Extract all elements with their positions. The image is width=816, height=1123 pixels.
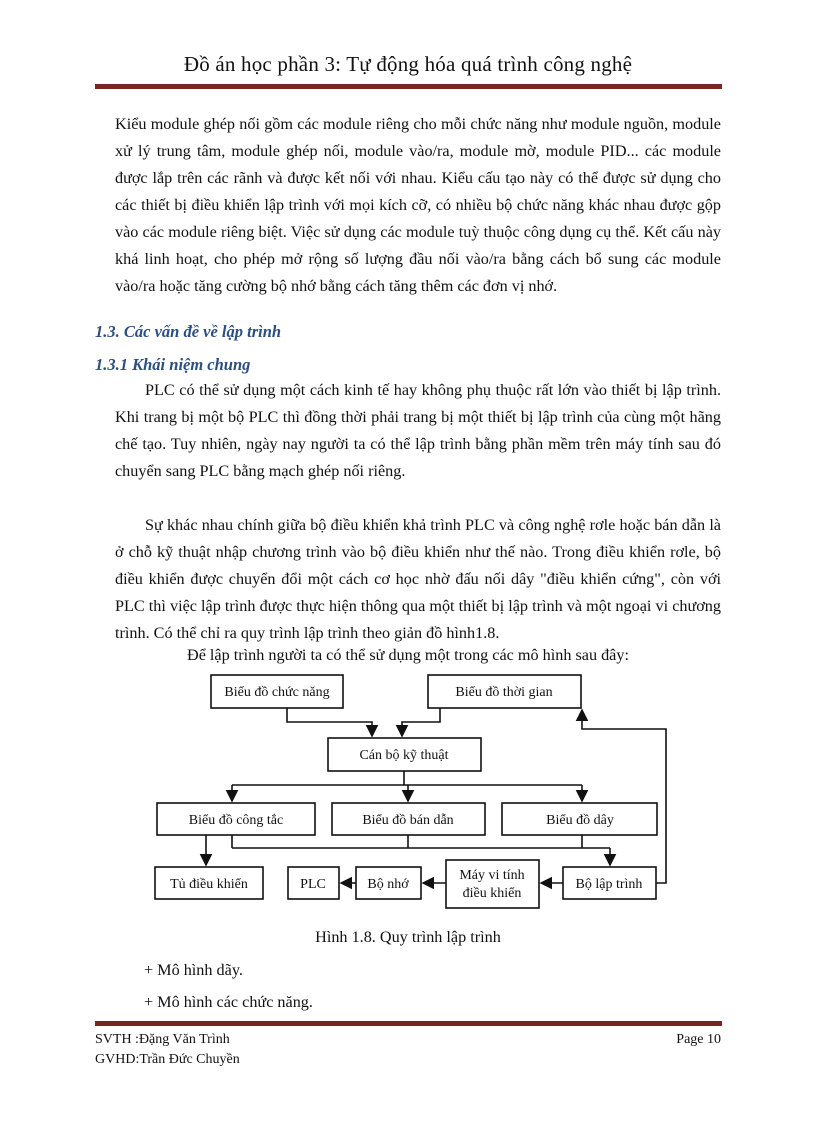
label-control-cabinet: Tủ điều khiển	[170, 877, 248, 892]
bullet-item: + Mô hình dãy.	[144, 961, 243, 979]
footer-rule	[95, 1021, 722, 1026]
page-title: Đồ án học phần 3: Tự động hóa quá trình công nghệ	[183, 52, 633, 76]
intro-section	[115, 111, 721, 300]
label-semiconductor-diagram: Biểu đồ bán dẫn	[362, 813, 454, 828]
label-memory: Bộ nhớ	[367, 877, 409, 892]
footer-page-number: Page 10	[676, 1032, 721, 1047]
subsection-heading: 1.3.1 Khái niệm chung	[95, 355, 251, 374]
label-contact-diagram: Biểu đồ công tắc	[188, 813, 284, 828]
label-wiring-diagram: Biểu đồ dây	[546, 813, 614, 828]
footer-student: SVTH :Đặng Văn Trình	[95, 1032, 230, 1047]
paragraph-plc-vs-relay: Sự khác nhau chính giữa bộ điều khiển khả trình PLC và công nghệ rơle hoặc bán dẫn là ở chỗ kỹ thuật nhập chương trình vào bộ điều khiển như thế nào. Trong điều khiển rơle, bộ điều khiển được chuyển đổi một cách cơ học nhờ đấu nối dây "điều khiển cứng", còn với PLC thì việc lập trình được thực hiện thông qua một thiết bị lập trình và một ngoại vi chương trình. Có thể chỉ ra quy trình lập trình theo giản đồ hình1.8.	[115, 516, 721, 642]
label-computer-line1: Máy vi tính	[459, 868, 525, 883]
footer-advisor: GVHD:Trần Đức Chuyền	[95, 1052, 240, 1067]
label-engineer: Cán bộ kỹ thuật	[359, 748, 449, 763]
label-time-diagram: Biểu đồ thời gian	[455, 685, 553, 700]
difference-paragraph-block	[115, 512, 721, 647]
label-programmer: Bộ lập trình	[575, 877, 643, 892]
bullet-item: + Mô hình các chức năng.	[144, 993, 313, 1011]
label-computer-line2: điều khiển	[462, 886, 522, 901]
label-plc: PLC	[300, 877, 326, 892]
programming-flow-diagram	[150, 672, 678, 920]
figure-intro: Để lập trình người ta có thể sử dụng một trong các mô hình sau đây:	[187, 646, 629, 664]
concept-paragraph-block	[115, 377, 721, 485]
section-heading: 1.3. Các vấn đề về lập trình	[95, 322, 282, 341]
paragraph-plc-economy: PLC có thể sử dụng một cách kinh tế hay không phụ thuộc rất lớn vào thiết bị lập trình. Khi trang bị một bộ PLC thì đồng thời phải trang bị một thiết bị lập trình của cùng một hãng chế tạo. Tuy nhiên, ngày nay người ta có thể lập trình bằng phần mềm trên máy tính sau đó chuyển sang PLC bằng mạch ghép nối riêng.	[115, 381, 721, 480]
figure-caption: Hình 1.8. Quy trình lập trình	[315, 928, 501, 946]
paragraph-module-structure: Kiểu module ghép nối gồm các module riêng cho mỗi chức năng như module nguồn, module xử lý trung tâm, module ghép nối, module vào/ra, module mờ, module PID... các module được lắp trên các rãnh và được kết nối với nhau. Kiểu cấu tạo này có thể được sử dụng cho các thiết bị điều khiển lập trình với mọi kích cỡ, có nhiều bộ chức năng khác nhau được gộp vào các module riêng biệt. Việc sử dụng các module tuỳ thuộc công dụng cụ thể. Kết cấu này khá linh hoạt, cho phép mở rộng số lượng đầu nối vào/ra bằng cách bổ sung các module vào/ra hoặc tăng cường bộ nhớ bằng cách tăng thêm các đơn vị nhớ.	[115, 115, 721, 295]
header-rule	[95, 84, 722, 89]
label-function-diagram: Biểu đồ chức năng	[224, 685, 330, 700]
